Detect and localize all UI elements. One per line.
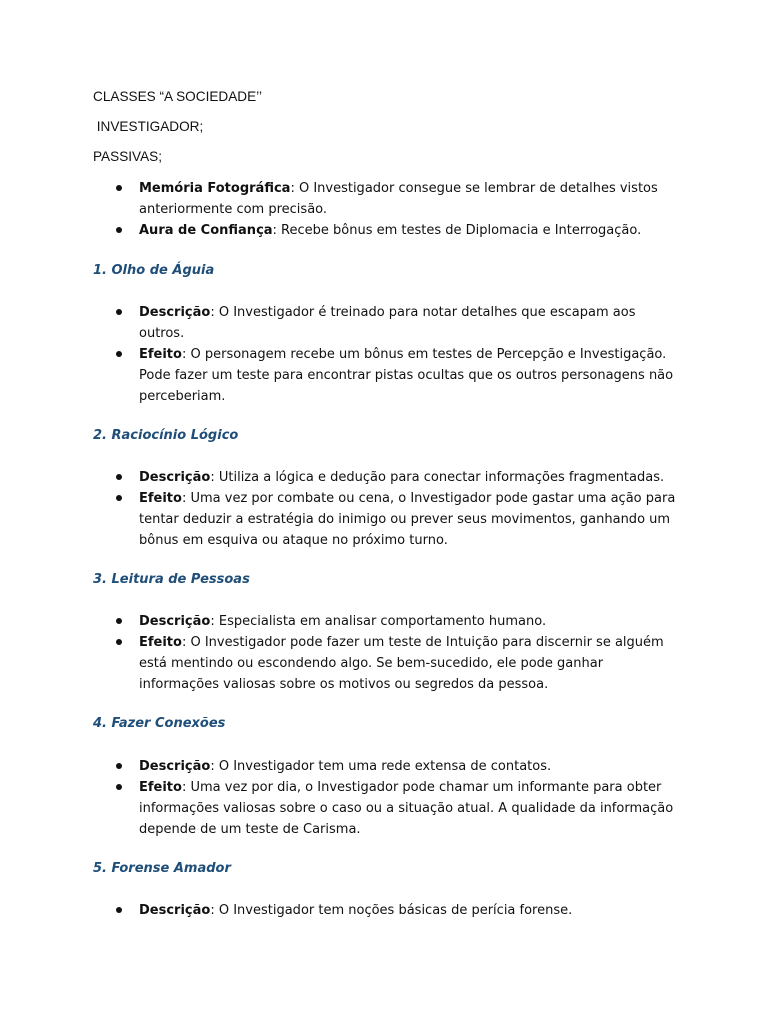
bullet-icon [116,907,122,913]
bullet-icon [116,309,122,315]
section-heading: 4. Fazer Conexões [93,716,226,731]
item-text: : Utiliza a lógica e dedução para conectar informações fragmentadas. [210,470,665,485]
passives-label: PASSIVAS; [93,149,163,164]
bullet-icon [116,474,122,480]
list-item [0,611,768,632]
section-heading: 3. Leitura de Pessoas [93,572,250,587]
list-item [0,777,768,840]
item-term: Efeito [139,347,182,362]
item-term: Descrição [139,305,211,320]
item-term: Efeito [139,491,182,506]
item-term: Memória Fotográfica [139,181,291,196]
item-term: Efeito [139,635,182,650]
section-list [0,467,768,551]
item-text: : O Investigador tem noções básicas de perícia forense. [210,903,573,918]
item-text: : Uma vez por combate ou cena, o Investigador pode gastar uma ação para tentar deduzir a estratégia do inimigo ou prever seus movimentos, ganhando um bônus em esquiva ou ataque no próximo turno. [139,491,676,548]
bullet-icon [116,351,122,357]
class-name: INVESTIGADOR; [93,119,204,134]
item-term: Descrição [139,903,211,918]
bullet-icon [116,185,122,191]
list-item [0,220,768,241]
item-text: : O Investigador é treinado para notar detalhes que escapam aos outros. [139,305,636,341]
item-text: : Uma vez por dia, o Investigador pode chamar um informante para obter informações valiosas sobre o caso ou a situação atual. A qualidade da informação depende de um teste de Carisma. [139,780,674,837]
list-item [0,467,768,488]
list-item [0,302,768,344]
item-term: Descrição [139,614,211,629]
item-text: : O Investigador consegue se lembrar de detalhes vistos anteriormente com precisão. [139,181,658,217]
list-item [0,756,768,777]
list-item [0,632,768,695]
item-text: : O personagem recebe um bônus em testes de Percepção e Investigação. Pode fazer um teste para encontrar pistas ocultas que os outros personagens não perceberiam. [139,347,674,404]
section-heading: 1. Olho de Águia [93,263,215,278]
passives-list [0,178,768,241]
item-text: : Recebe bônus em testes de Diplomacia e Interrogação. [272,223,642,238]
bullet-icon [116,639,122,645]
section-list [0,900,768,921]
item-term: Aura de Confiança [139,223,273,238]
item-term: Descrição [139,759,211,774]
bullet-icon [116,763,122,769]
item-term: Descrição [139,470,211,485]
item-text: : Especialista em analisar comportamento humano. [210,614,547,629]
item-text: : O Investigador pode fazer um teste de Intuição para discernir se alguém está mentindo ou escondendo algo. Se bem-sucedido, ele pode ganhar informações valiosas sobre os motivos ou segredos da pessoa. [139,635,664,692]
bullet-icon [116,227,122,233]
section-list [0,611,768,695]
list-item [0,900,768,921]
section-heading: 5. Forense Amador [93,861,231,876]
list-item [0,344,768,407]
bullet-icon [116,618,122,624]
list-item [0,178,768,220]
list-item [0,488,768,551]
document-title: CLASSES “A SOCIEDADE’’ [93,89,262,104]
bullet-icon [116,495,122,501]
bullet-icon [116,784,122,790]
section-heading: 2. Raciocínio Lógico [93,428,239,443]
item-term: Efeito [139,780,182,795]
section-list [0,756,768,840]
section-list [0,302,768,407]
item-text: : O Investigador tem uma rede extensa de contatos. [210,759,552,774]
